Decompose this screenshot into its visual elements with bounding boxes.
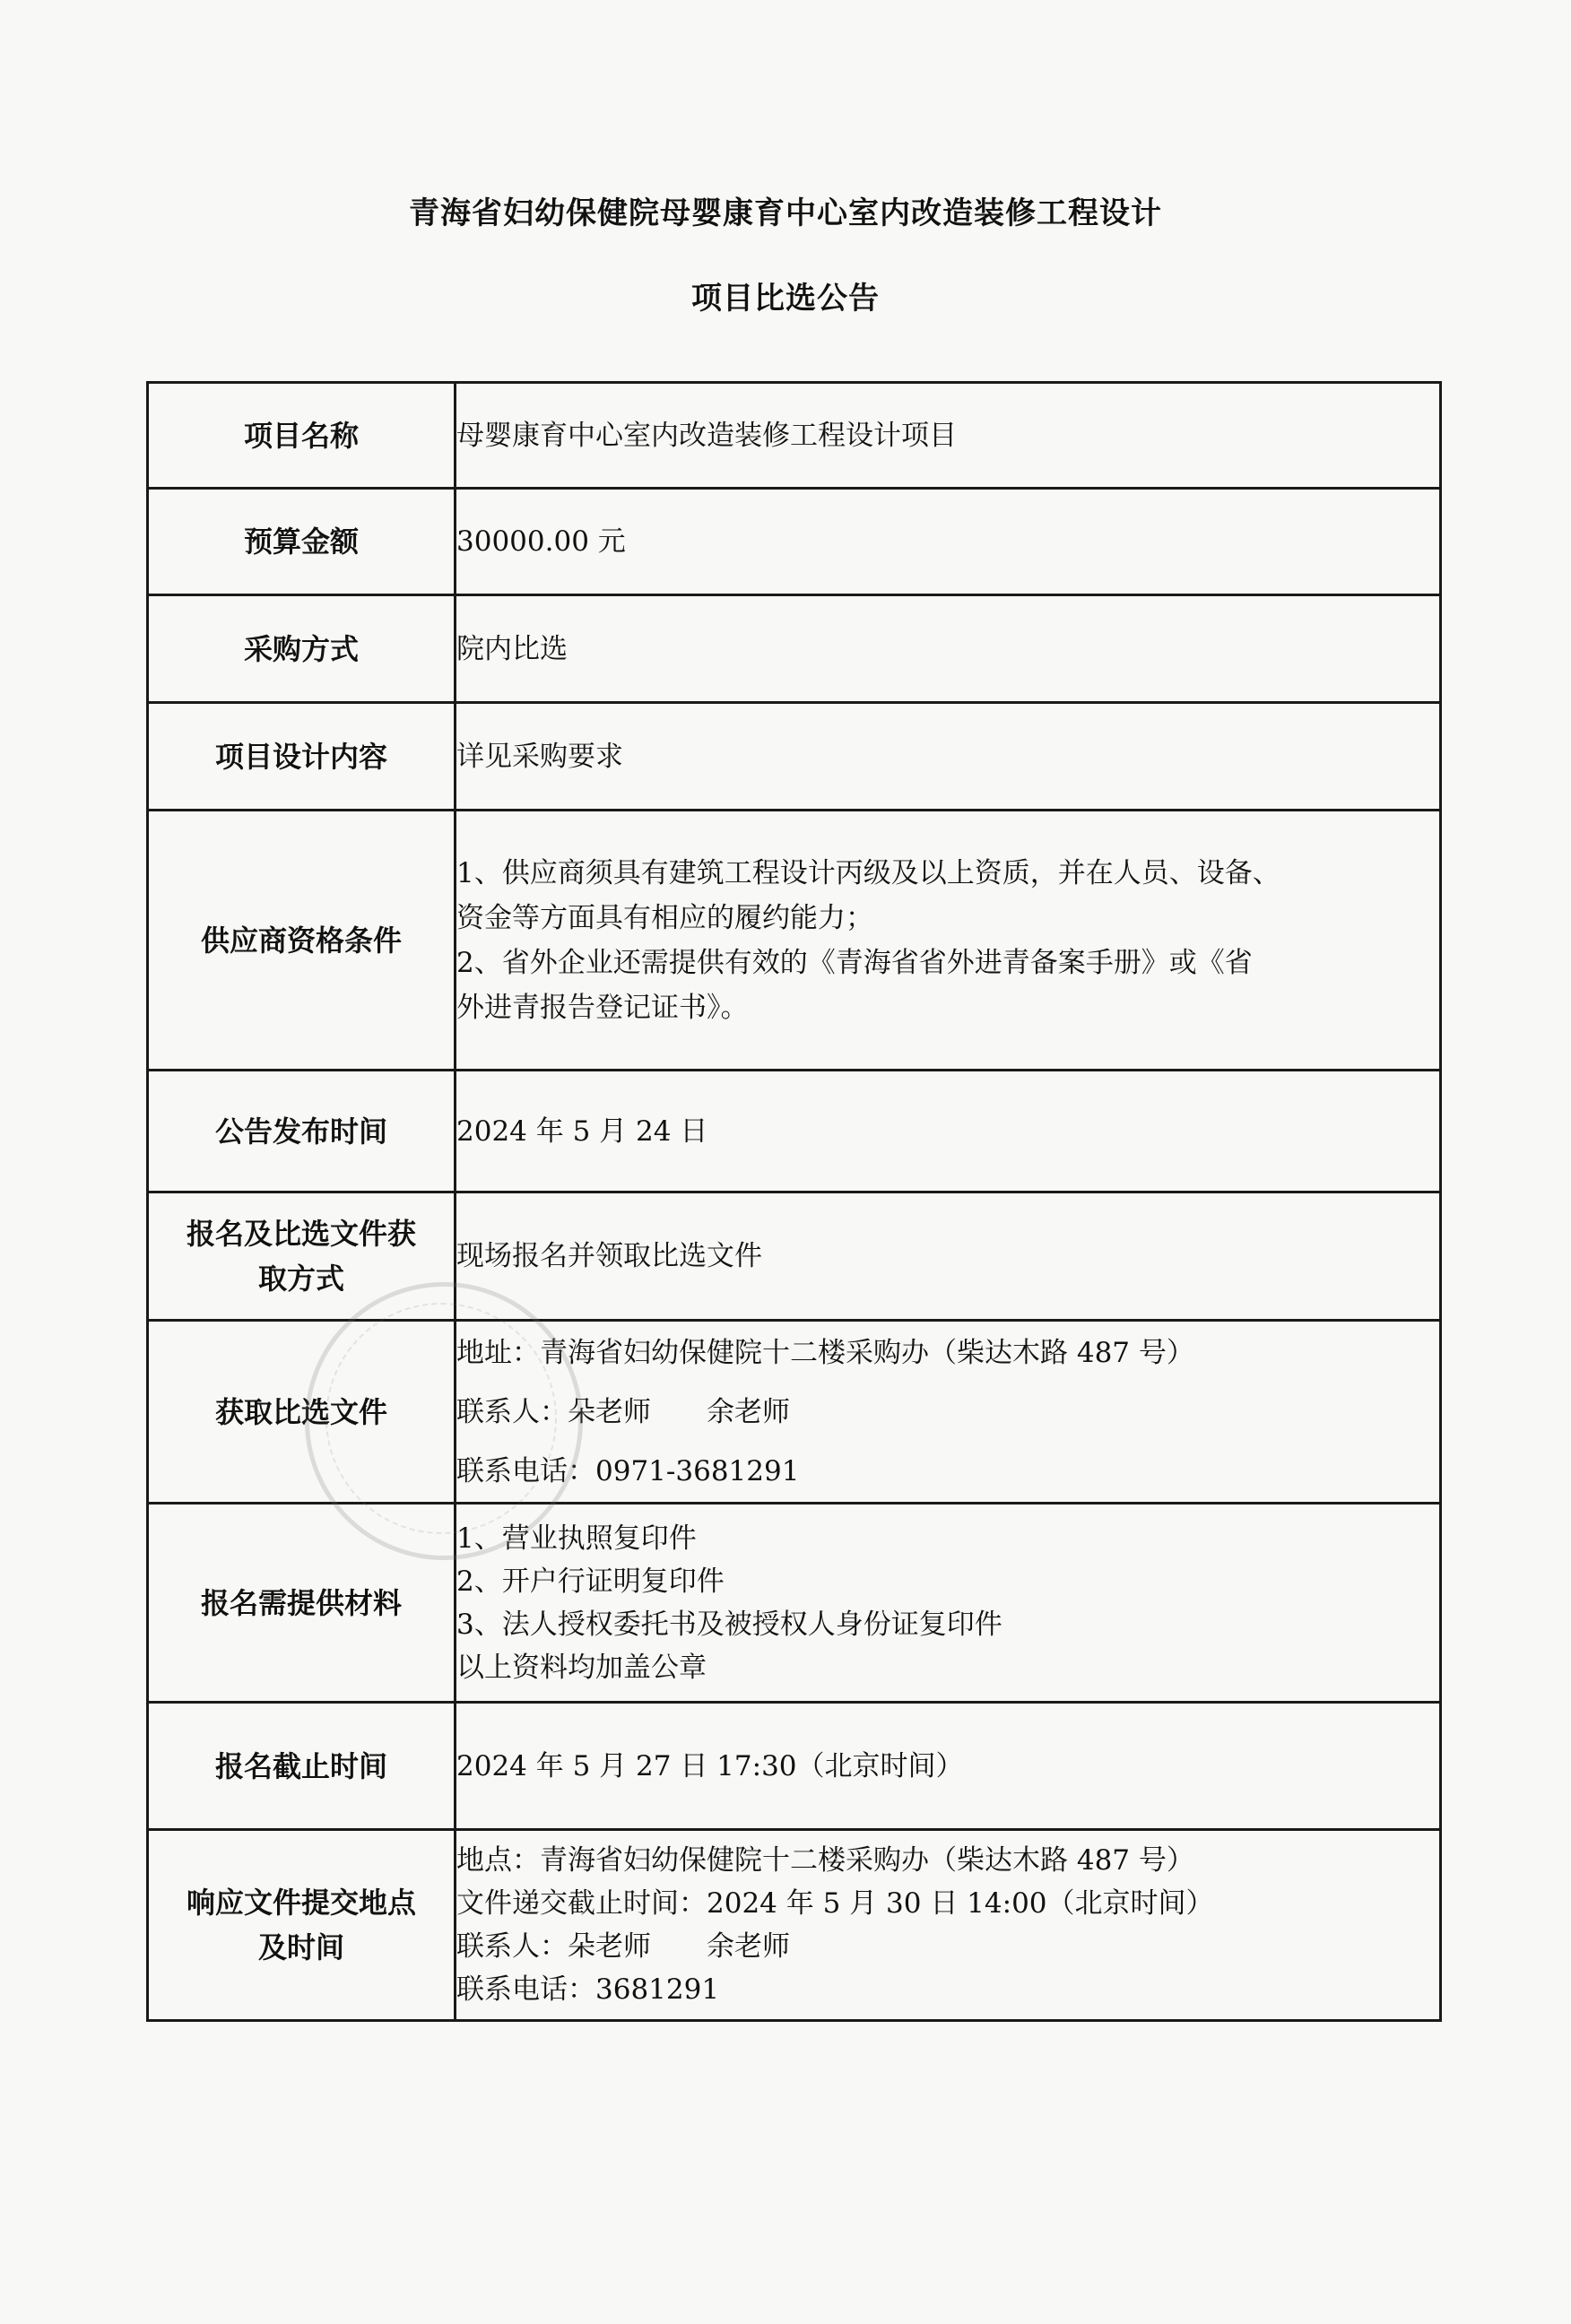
value-submission-location-time [456,1830,1441,2021]
label-registration-materials [148,1504,456,1703]
row-registration-materials [148,1504,1441,1703]
value-line: 母婴康育中心室内改造装修工程设计项目 [456,419,957,452]
label-supplier-qualifications [148,811,456,1071]
label-line: 获取比选文件 [214,1394,387,1429]
value-line: 详见采购要求 [456,740,623,773]
label-line: 供应商资格条件 [200,923,402,958]
row-registration-deadline [148,1703,1441,1830]
label-procurement-method [148,595,456,703]
label-line: 及时间 [257,1930,344,1964]
row-obtain-documents [148,1321,1441,1504]
row-procurement-method [148,595,1441,703]
value-line: 资金等方面具有相应的履约能力； [456,901,873,934]
row-publish-date [148,1071,1441,1192]
row-project-name [148,383,1441,489]
value-line: 2024 年 5 月 27 日 17:30（北京时间） [456,1749,964,1782]
value-line: 地点：青海省妇幼保健院十二楼采购办（柴达木路 487 号） [456,1844,1194,1877]
label-line: 报名需提供材料 [200,1585,402,1620]
value-line: 2024 年 5 月 24 日 [456,1114,708,1148]
value-publish-date [456,1071,1441,1192]
label-registration-method [148,1192,456,1321]
label-line: 响应文件提交地点 [186,1886,416,1920]
value-line: 30000.00 元 [456,525,626,558]
label-obtain-documents [148,1321,456,1504]
label-design-content [148,703,456,811]
row-design-content [148,703,1441,811]
label-registration-deadline [148,1703,456,1830]
value-design-content [456,703,1441,811]
value-line: 外进青报告登记证书》。 [456,991,749,1024]
row-registration-method [148,1192,1441,1321]
label-line: 取方式 [257,1262,344,1296]
value-budget [456,489,1441,595]
label-line: 预算金额 [243,525,359,559]
value-line: 联系电话：3681291 [456,1973,720,2006]
label-budget [148,489,456,595]
label-line: 项目设计内容 [214,739,387,774]
label-project-name [148,383,456,489]
value-registration-deadline [456,1703,1441,1830]
value-line: 2、省外企业还需提供有效的《青海省省外进青备案手册》或《省 [456,946,1253,979]
row-supplier-qualifications [148,811,1441,1071]
value-obtain-documents [456,1321,1441,1504]
value-line: 1、营业执照复印件 [456,1522,697,1555]
value-line: 地址：青海省妇幼保健院十二楼采购办（柴达木路 487 号） [456,1336,1194,1369]
value-line: 3、法人授权委托书及被授权人身份证复印件 [456,1608,1002,1641]
row-submission-location-time [148,1830,1441,2021]
document-subtitle: 项目比选公告 [691,281,880,317]
value-line: 2、开户行证明复印件 [456,1565,725,1598]
value-line: 文件递交截止时间：2024 年 5 月 30 日 14:00（北京时间） [456,1887,1214,1920]
label-line: 项目名称 [243,418,359,453]
label-line: 报名截止时间 [214,1748,387,1783]
row-budget [148,489,1441,595]
value-line: 院内比选 [456,632,568,665]
value-line: 以上资料均加盖公章 [456,1651,707,1684]
value-registration-materials [456,1504,1441,1703]
value-supplier-qualifications [456,811,1441,1071]
value-project-name [456,383,1441,489]
label-publish-date [148,1071,456,1192]
value-line: 联系电话：0971-3681291 [456,1454,800,1487]
label-submission-location-time [148,1830,456,2021]
value-line: 联系人：朵老师 余老师 [456,1395,790,1428]
label-line: 报名及比选文件获 [186,1217,416,1251]
label-line: 公告发布时间 [214,1114,387,1149]
value-registration-method [456,1192,1441,1321]
value-line: 1、供应商须具有建筑工程设计丙级及以上资质，并在人员、设备、 [456,856,1280,889]
label-line: 采购方式 [243,631,359,666]
notice-table [146,381,1442,2022]
document-title: 青海省妇幼保健院母婴康育中心室内改造装修工程设计 [409,195,1162,231]
value-procurement-method [456,595,1441,703]
value-line: 联系人：朵老师 余老师 [456,1930,790,1963]
value-line: 现场报名并领取比选文件 [456,1240,762,1272]
